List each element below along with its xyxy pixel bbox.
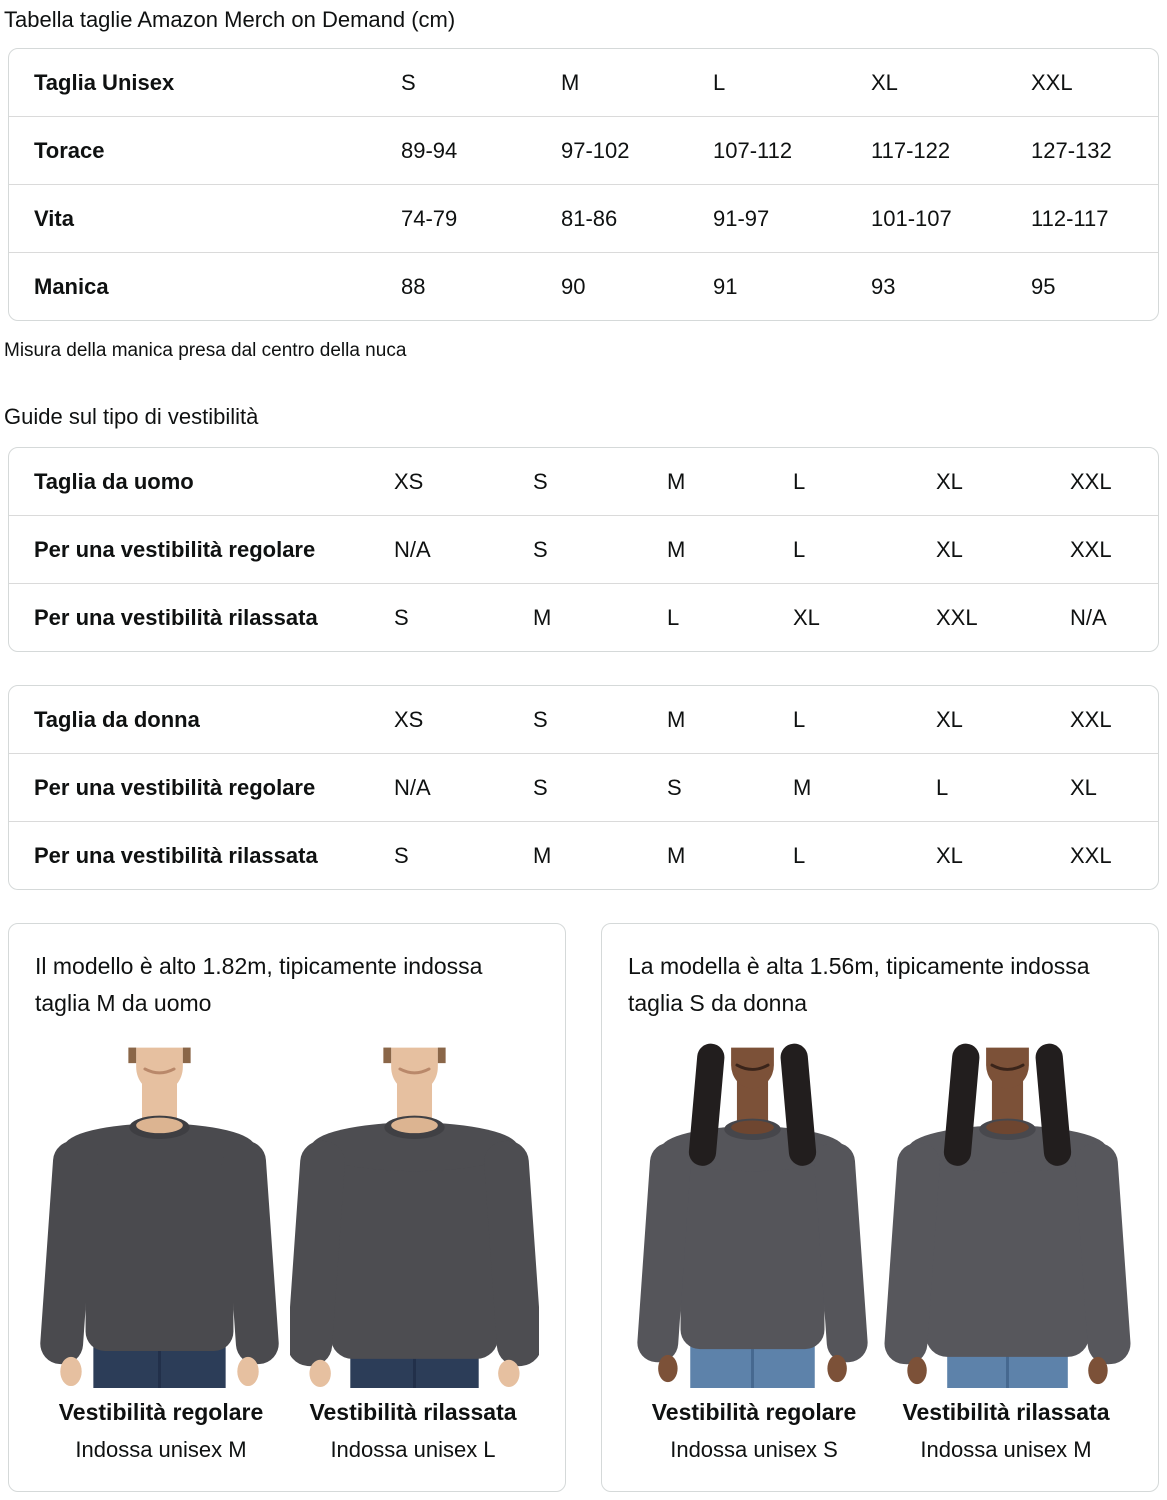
- table-header-label: Taglia Unisex: [34, 69, 175, 95]
- cell: 117-122: [871, 137, 951, 163]
- cell: 107-112: [713, 137, 793, 163]
- cell: XXL: [1070, 536, 1112, 562]
- cell: XL: [936, 842, 963, 868]
- cell: 74-79: [401, 205, 458, 231]
- cell: L: [793, 842, 806, 868]
- cell: L: [936, 774, 949, 800]
- table-header-label: Taglia da uomo: [34, 468, 194, 494]
- women-card-captions: [628, 1398, 1132, 1463]
- caption-sub: Indossa unisex L: [330, 1437, 496, 1462]
- col-header: L: [713, 69, 726, 95]
- cell: M: [793, 774, 812, 800]
- cell: N/A: [1070, 604, 1107, 630]
- women-model-card: [601, 923, 1159, 1492]
- model-cards: [8, 923, 1159, 1492]
- caption-relaxed: [880, 1398, 1132, 1463]
- caption-regular: [628, 1398, 880, 1463]
- women-model-photos: [628, 1036, 1132, 1388]
- cell: L: [793, 536, 806, 562]
- caption-sub: Indossa unisex M: [920, 1437, 1092, 1462]
- cell: L: [667, 604, 680, 630]
- cell: S: [394, 604, 409, 630]
- cell: 97-102: [561, 137, 630, 163]
- row-label: Per una vestibilità rilassata: [34, 604, 318, 630]
- col-header: M: [667, 468, 686, 494]
- men-card-captions: [35, 1398, 539, 1463]
- cell: M: [667, 842, 686, 868]
- col-header: L: [793, 468, 806, 494]
- table-row-regular-fit: [9, 753, 1158, 821]
- cell: 112-117: [1031, 205, 1109, 231]
- cell: XXL: [1070, 842, 1112, 868]
- col-header: S: [533, 706, 548, 732]
- col-header: XL: [871, 69, 898, 95]
- cell: XL: [936, 536, 963, 562]
- table-header-label: Taglia da donna: [34, 706, 200, 732]
- cell: M: [533, 842, 552, 868]
- cell: 88: [401, 273, 426, 299]
- col-header: S: [401, 69, 416, 95]
- table-row-torace: [9, 116, 1158, 184]
- cell: 91: [713, 273, 738, 299]
- caption-sub: Indossa unisex M: [75, 1437, 247, 1462]
- cell: S: [533, 536, 548, 562]
- row-label: Vita: [34, 205, 74, 231]
- col-header: XXL: [1070, 468, 1112, 494]
- col-header: XL: [936, 706, 963, 732]
- women-model-description: La modella è alta 1.56m, tipicamente indossa taglia S da donna: [628, 953, 1090, 1016]
- col-header: XXL: [1031, 69, 1073, 95]
- table-header-row: [9, 448, 1158, 515]
- cell: XXL: [936, 604, 978, 630]
- row-label: Per una vestibilità rilassata: [34, 842, 318, 868]
- men-model-description: Il modello è alto 1.82m, tipicamente indossa taglia M da uomo: [35, 953, 483, 1016]
- row-label: Manica: [34, 273, 109, 299]
- caption-title: Vestibilità rilassata: [309, 1399, 517, 1425]
- table-header-row: [9, 686, 1158, 753]
- cell: 93: [871, 273, 896, 299]
- col-header: S: [533, 468, 548, 494]
- model-photo-male-regular: [35, 1036, 284, 1388]
- row-label: Per una vestibilità regolare: [34, 774, 316, 800]
- table-row-manica: [9, 252, 1158, 320]
- table-row-regular-fit: [9, 515, 1158, 583]
- unisex-size-table: [8, 48, 1159, 321]
- caption-title: Vestibilità regolare: [651, 1399, 857, 1425]
- cell: N/A: [394, 536, 431, 562]
- sleeve-measure-footnote: Misura della manica presa dal centro della nuca: [4, 340, 407, 361]
- cell: M: [667, 536, 686, 562]
- col-header: L: [793, 706, 806, 732]
- col-header: XL: [936, 468, 963, 494]
- model-photo-male-relaxed: [290, 1036, 539, 1388]
- women-fit-table: [8, 685, 1159, 890]
- fit-guide-heading: Guide sul tipo di vestibilità: [4, 404, 259, 429]
- table-row-relaxed-fit: [9, 583, 1158, 651]
- row-label: Torace: [34, 137, 105, 163]
- cell: N/A: [394, 774, 431, 800]
- col-header: XXL: [1070, 706, 1112, 732]
- model-photo-female-relaxed: [883, 1036, 1132, 1388]
- table-header-row: [9, 49, 1158, 116]
- caption-regular: [35, 1398, 287, 1463]
- col-header: M: [667, 706, 686, 732]
- caption-relaxed: [287, 1398, 539, 1463]
- col-header: M: [561, 69, 580, 95]
- cell: 81-86: [561, 205, 618, 231]
- row-label: Per una vestibilità regolare: [34, 536, 316, 562]
- cell: S: [533, 774, 548, 800]
- cell: 127-132: [1031, 137, 1112, 163]
- cell: XL: [793, 604, 820, 630]
- table-row-relaxed-fit: [9, 821, 1158, 889]
- model-photo-female-regular: [628, 1036, 877, 1388]
- men-model-card: [8, 923, 566, 1492]
- col-header: XS: [394, 706, 424, 732]
- cell: 90: [561, 273, 586, 299]
- table-row-vita: [9, 184, 1158, 252]
- caption-title: Vestibilità regolare: [58, 1399, 264, 1425]
- cell: M: [533, 604, 552, 630]
- cell: S: [394, 842, 409, 868]
- page-title: Tabella taglie Amazon Merch on Demand (cm): [4, 7, 456, 32]
- col-header: XS: [394, 468, 424, 494]
- caption-sub: Indossa unisex S: [670, 1437, 838, 1462]
- cell: 101-107: [871, 205, 952, 231]
- cell: 95: [1031, 273, 1056, 299]
- cell: XL: [1070, 774, 1097, 800]
- cell: 89-94: [401, 137, 458, 163]
- men-model-photos: [35, 1036, 539, 1388]
- cell: S: [667, 774, 682, 800]
- caption-title: Vestibilità rilassata: [902, 1399, 1110, 1425]
- men-fit-table: [8, 447, 1159, 652]
- cell: 91-97: [713, 205, 770, 231]
